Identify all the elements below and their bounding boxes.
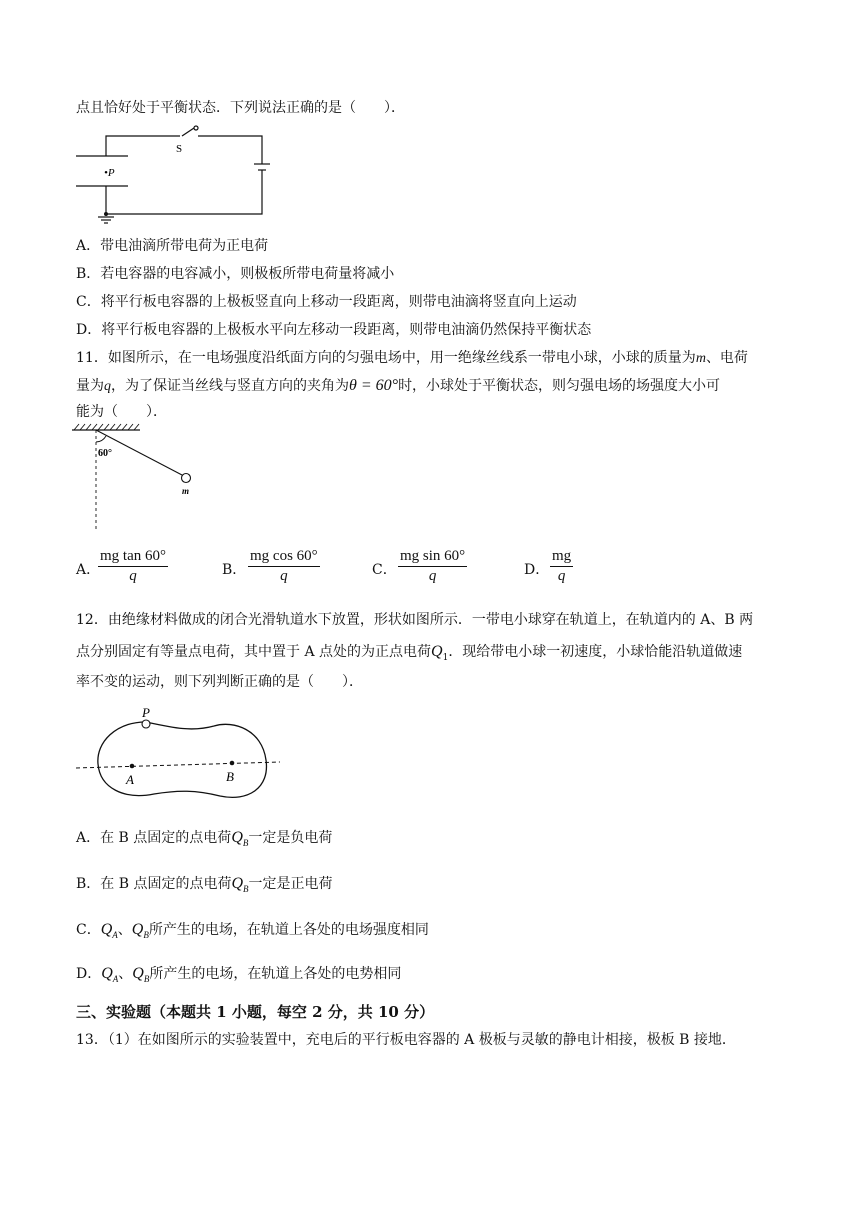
q11-option-b-fraction: $\frac{\text{mg cos 60°}}{q}$ <box>250 548 318 584</box>
q10-option-c: C．将平行板电容器的上极板竖直向上移动一段距离，则带电油滴将竖直向上运动 <box>76 294 577 310</box>
q10-option-b: B．若电容器的电容减小，则极板所带电荷量将减小 <box>76 266 395 282</box>
a-label: A <box>126 772 134 787</box>
p-label: P <box>142 705 150 720</box>
q11-stem-line2: 量为q，为了保证当丝线与竖直方向的夹角为θ = 60°时，小球处于平衡状态，则匀强电场的场强度大小可 <box>76 377 721 394</box>
point-p-label: •P <box>104 167 115 179</box>
q11-option-a-label: A． <box>76 562 101 578</box>
q11-stem-line1: 11．如图所示，在一电场强度沿纸面方向的匀强电场中，用一绝缘丝线系一带电小球，小球的质量为m、电荷 <box>76 350 748 366</box>
q11-option-c-label: C． <box>372 562 397 578</box>
switch-label: S <box>176 143 183 155</box>
q12-option-d: D．$Q_A$、$Q_B$所产生的电场，在轨道上各处的电势相同 <box>76 965 402 984</box>
q10-circuit-figure <box>70 124 280 228</box>
q13-stem-line1: 13．（1）在如图所示的实验装置中，充电后的平行板电容器的 A 极板与灵敏的静电计相接，极板 B 接地． <box>76 1032 736 1048</box>
q11-option-d-label: D． <box>524 562 550 578</box>
q11-stem-line3: 能为（ ）． <box>76 404 167 420</box>
q11-option-c-fraction: $\frac{\text{mg sin 60°}}{q}$ <box>400 548 466 584</box>
section-3-heading: 三、实验题（本题共 1 小题，每空 2 分，共 10 分） <box>76 1003 435 1021</box>
q12-track-figure <box>74 702 284 814</box>
q10-option-d: D．将平行板电容器的上极板水平向左移动一段距离，则带电油滴仍然保持平衡状态 <box>76 322 592 338</box>
angle-label: 60° <box>98 448 112 459</box>
q10-option-a: A．带电油滴所带电荷为正电荷 <box>76 238 269 254</box>
q12-option-b: B．在 B 点固定的点电荷$Q_B$一定是正电荷 <box>76 875 333 894</box>
q12-stem-line2: 点分别固定有等量点电荷，其中置于 A 点处的为正点电荷$Q_1$．现给带电小球一初速度，小球恰能沿轨道做速 <box>76 643 743 663</box>
q11-pendulum-figure <box>70 422 210 532</box>
q11-option-d-fraction: $\frac{mg}{q}$ <box>552 548 572 584</box>
q10-stem-tail: 点且恰好处于平衡状态．下列说法正确的是（ ）． <box>76 100 405 116</box>
q12-option-a: A．在 B 点固定的点电荷$Q_B$一定是负电荷 <box>76 829 333 848</box>
q11-option-a-fraction: $\frac{\text{mg tan 60°}}{q}$ <box>100 548 166 584</box>
mass-label: m <box>182 486 190 496</box>
q11-option-b-label: B． <box>222 562 247 578</box>
b-label: B <box>226 769 234 784</box>
q12-stem-line3: 率不变的运动，则下列判断正确的是（ ）． <box>76 674 363 690</box>
q12-option-c: C．$Q_A$、$Q_B$所产生的电场，在轨道上各处的电场强度相同 <box>76 921 429 940</box>
q12-stem-line1: 12．由绝缘材料做成的闭合光滑轨道水下放置，形状如图所示．一带电小球穿在轨道上，在轨道内的 A、B 两 <box>76 612 754 628</box>
